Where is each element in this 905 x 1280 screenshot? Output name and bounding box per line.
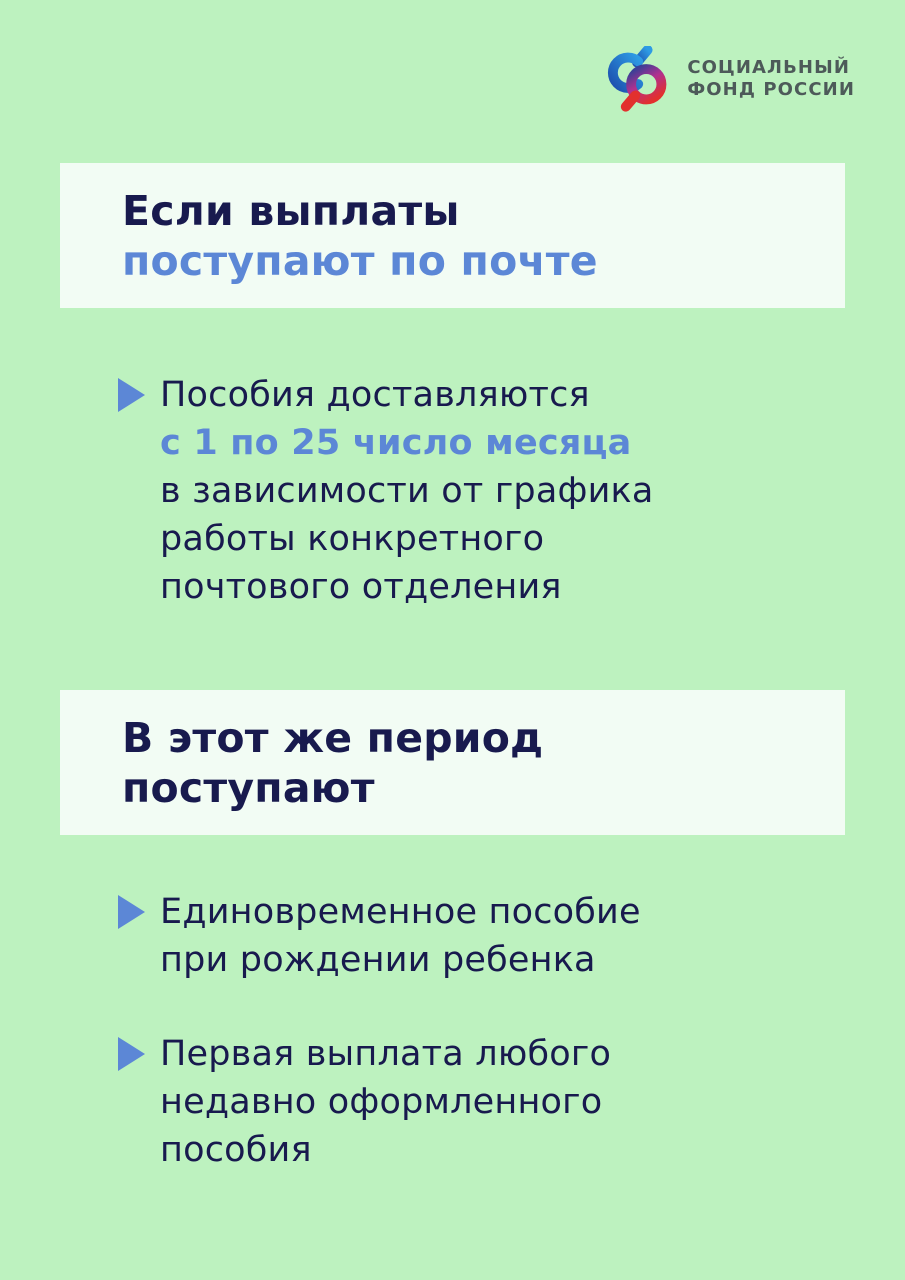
bullet-item-birth-benefit — [118, 888, 641, 984]
bullet-line-accent: с 1 по 25 число месяца — [160, 423, 632, 463]
sfr-logo — [604, 46, 855, 112]
sfr-logo-caption-line1: СОЦИАЛЬНЫЙ — [687, 57, 850, 78]
bullet-line: Единовременное пособие — [160, 892, 641, 932]
bullet-line: недавно оформленного — [160, 1082, 603, 1122]
bullet-text — [160, 888, 641, 984]
bullet-item-delivery-schedule — [118, 371, 654, 611]
section2-title-line1: В этот же период — [122, 713, 544, 762]
triangle-right-icon — [118, 895, 145, 929]
bullet-line: пособия — [160, 1130, 312, 1170]
bullet-text — [160, 1030, 611, 1174]
bullet-line: Первая выплата любого — [160, 1034, 612, 1074]
bullet-text — [160, 371, 654, 611]
bullet-line: при рождении ребенка — [160, 940, 596, 980]
section2-title-box — [60, 690, 845, 835]
bullet-line: Пособия доставляются — [160, 375, 590, 415]
section1-title-line2: поступают по почте — [122, 236, 598, 285]
triangle-right-icon — [118, 1037, 145, 1071]
sfr-logo-icon — [604, 46, 674, 112]
bullet-line: почтового отделения — [160, 567, 562, 607]
section1-title-box — [60, 163, 845, 308]
section2-title-line2: поступают — [122, 763, 375, 812]
section1-title-line1: Если выплаты — [122, 186, 460, 235]
bullet-line: в зависимости от графика — [160, 471, 654, 511]
bullet-line: работы конкретного — [160, 519, 545, 559]
triangle-right-icon — [118, 378, 145, 412]
bullet-item-first-payment — [118, 1030, 611, 1174]
sfr-logo-caption-line2: ФОНД РОССИИ — [687, 79, 855, 100]
sfr-logo-caption — [687, 57, 855, 101]
